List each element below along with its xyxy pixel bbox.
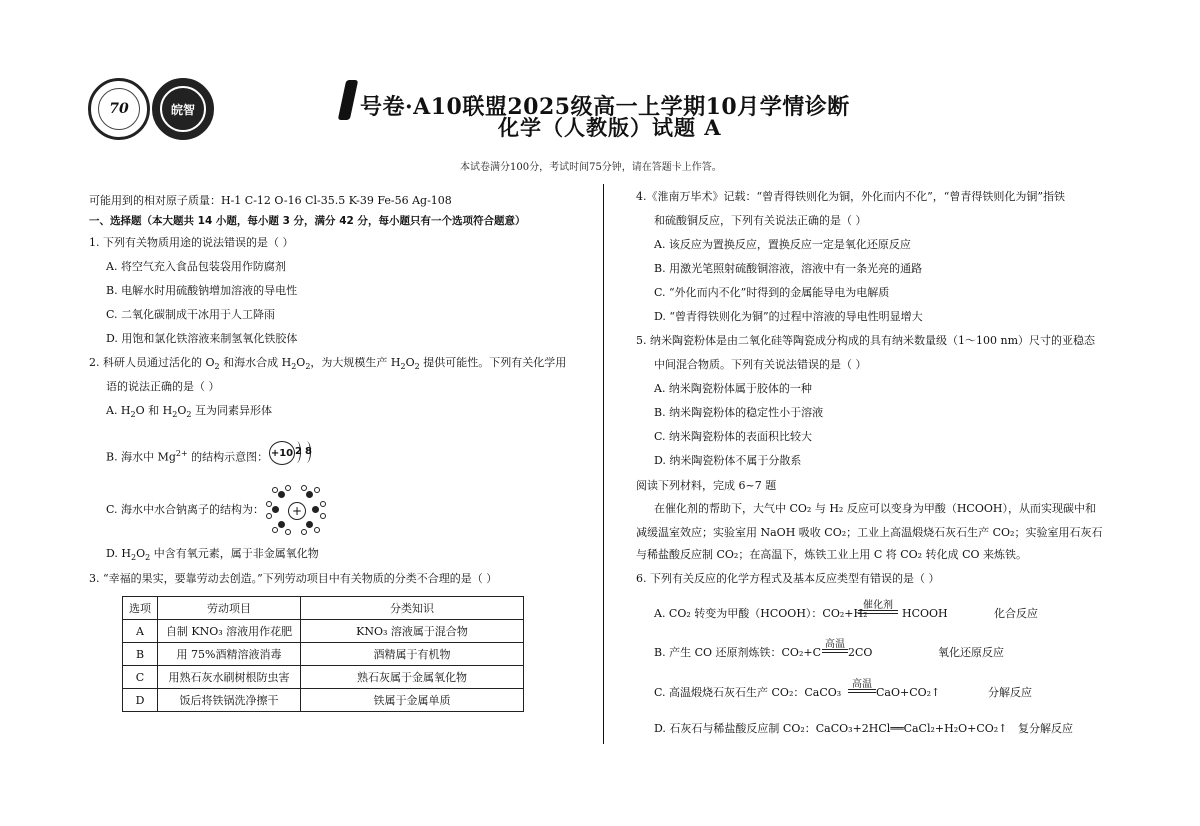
q6-option-b[interactable]: B. 产生 CO 还原剂炼铁：CO₂+C bbox=[654, 646, 821, 659]
hydrogen-atom bbox=[301, 529, 307, 535]
q6-a-product: HCOOH bbox=[902, 607, 948, 620]
exam-title: 号卷·A10联盟2025级高一上学期10月学情诊断 bbox=[360, 94, 850, 120]
q3-table bbox=[122, 596, 524, 712]
q6-option-c[interactable]: C. 高温煅烧石灰石生产 CO₂：CaCO₃ bbox=[654, 686, 842, 699]
q6-b-product: 2CO bbox=[848, 646, 873, 659]
q2-option-d[interactable]: D. $H_2O_2$ 中含有氧元素，属于非金属氧化物 bbox=[106, 547, 319, 563]
table-cell: 自制 KNO₃ 溶液用作花肥 bbox=[158, 620, 301, 643]
hydrogen-atom bbox=[320, 513, 326, 519]
hydrogen-atom bbox=[272, 487, 278, 493]
q4-option-b[interactable]: B. 用激光笔照射硫酸铜溶液，溶液中有一条光亮的通路 bbox=[654, 262, 923, 275]
reaction-arrow bbox=[858, 613, 898, 614]
q2-stem-line2: 语的说法正确的是（ ） bbox=[106, 380, 220, 393]
oxygen-atom bbox=[306, 491, 313, 498]
q6-a-type: 化合反应 bbox=[994, 607, 1038, 620]
table-cell: 熟石灰属于金属氧化物 bbox=[301, 666, 524, 689]
hydrogen-atom bbox=[285, 485, 291, 491]
q6-c-type: 分解反应 bbox=[988, 686, 1032, 699]
hydrogen-atom bbox=[320, 501, 326, 507]
oxygen-atom bbox=[312, 506, 319, 513]
hydrogen-atom bbox=[266, 501, 272, 507]
q4-stem-line2: 和硫酸铜反应，下列有关说法正确的是（ ） bbox=[654, 214, 867, 227]
q6-option-d[interactable]: D. 石灰石与稀盐酸反应制 CO₂：CaCO₃+2HCl══CaCl₂+H₂O+CO₂↑ bbox=[654, 722, 1008, 735]
hydrogen-atom bbox=[314, 527, 320, 533]
q5-stem-line1: 5. 纳米陶瓷粉体是由二氧化硅等陶瓷成分构成的具有纳米数量级（1～100 nm）尺寸的亚稳态 bbox=[636, 334, 1095, 347]
table-cell: KNO₃ 溶液属于混合物 bbox=[301, 620, 524, 643]
q1-option-a[interactable]: A. 将空气充入食品包装袋用作防腐剂 bbox=[106, 260, 286, 273]
reaction-arrow bbox=[848, 689, 876, 690]
reading-paragraph-line2: 减缓温室效应；实验室用 NaOH 吸收 CO₂；工业上高温煅烧石灰石生产 CO₂；实验室用石灰石 bbox=[636, 526, 1103, 539]
hydrated-sodium-ion-diagram bbox=[270, 487, 322, 533]
table-row bbox=[123, 620, 524, 643]
reading-paragraph-line3: 与稀盐酸反应制 CO₂；在高温下，炼铁工业上用 C 将 CO₂ 转化成 CO 来炼铁。 bbox=[636, 548, 1028, 561]
q5-option-c[interactable]: C. 纳米陶瓷粉体的表面积比较大 bbox=[654, 430, 813, 443]
table-cell: 饭后将铁锅洗净擦干 bbox=[158, 689, 301, 712]
mg-nucleus: +10 bbox=[269, 441, 295, 465]
hydrogen-atom bbox=[285, 529, 291, 535]
table-cell: D bbox=[123, 689, 158, 712]
q4-option-a[interactable]: A. 该反应为置换反应，置换反应一定是氧化还原反应 bbox=[654, 238, 911, 251]
table-cell: 酒精属于有机物 bbox=[301, 643, 524, 666]
reaction-arrow bbox=[858, 610, 898, 611]
reading-title: 阅读下列材料，完成 6~7 题 bbox=[636, 479, 777, 492]
shell-1-count: 2 bbox=[295, 446, 302, 457]
table-cell: 铁属于金属单质 bbox=[301, 689, 524, 712]
table-header-row bbox=[123, 597, 524, 620]
table-cell: B bbox=[123, 643, 158, 666]
hydrogen-atom bbox=[314, 487, 320, 493]
reaction-condition: 高温 bbox=[852, 679, 872, 690]
table-header: 劳动项目 bbox=[158, 597, 301, 620]
oxygen-atom bbox=[278, 491, 285, 498]
q2-stem-line1: 2. 科研人员通过活化的 $O_2$ 和海水合成 $H_2O_2$，为大规模生产 $H_2O_2$ 提供可能性。下列有关化学用 bbox=[89, 356, 567, 372]
q5-option-a[interactable]: A. 纳米陶瓷粉体属于胶体的一种 bbox=[654, 382, 812, 395]
reaction-arrow bbox=[822, 649, 848, 650]
logo2-text: 皖智 bbox=[160, 86, 206, 132]
q6-b-type: 氧化还原反应 bbox=[938, 646, 1004, 659]
q6-d-type: 复分解反应 bbox=[1018, 722, 1073, 735]
reading-paragraph-line1: 在催化剂的帮助下，大气中 CO₂ 与 H₂ 反应可以变身为甲酸（HCOOH），从而实现碳中和 bbox=[654, 502, 1096, 515]
q2-option-a[interactable]: A. $H_2O$ 和 $H_2O_2$ 互为同素异形体 bbox=[106, 404, 272, 420]
exam-subtitle: 化学（人教版）试题 A bbox=[498, 115, 722, 140]
q5-option-b[interactable]: B. 纳米陶瓷粉体的稳定性小于溶液 bbox=[654, 406, 824, 419]
q3-stem: 3. “幸福的果实，要靠劳动去创造。”下列劳动项目中有关物质的分类不合理的是（ ） bbox=[89, 572, 498, 585]
school-alliance-logo bbox=[88, 78, 150, 140]
q1-option-d[interactable]: D. 用饱和氯化铁溶液来制氢氧化铁胶体 bbox=[106, 332, 298, 345]
table-row bbox=[123, 666, 524, 689]
reaction-arrow bbox=[822, 652, 848, 653]
hydrogen-atom bbox=[272, 527, 278, 533]
q6-option-a[interactable]: A. CO₂ 转变为甲酸（HCOOH）：CO₂+H₂ bbox=[654, 607, 868, 620]
table-cell: 用 75%酒精溶液消毒 bbox=[158, 643, 301, 666]
wanzhi-education-logo bbox=[152, 78, 214, 140]
table-row bbox=[123, 689, 524, 712]
table-row bbox=[123, 643, 524, 666]
q4-stem-line1: 4.《淮南万毕术》记载：“曾青得铁则化为铜，外化而内不化”，“曾青得铁则化为铜”指铁 bbox=[636, 190, 1065, 203]
sodium-ion: + bbox=[288, 502, 306, 520]
q2-option-c[interactable]: C. 海水中水合钠离子的结构为： bbox=[106, 503, 265, 516]
logo1-text: 70 bbox=[98, 88, 140, 130]
table-cell: A bbox=[123, 620, 158, 643]
q4-option-c[interactable]: C. “外化而内不化”时得到的金属能导电为电解质 bbox=[654, 286, 890, 299]
hydrogen-atom bbox=[266, 513, 272, 519]
atomic-masses: 可能用到的相对原子质量：H-1 C-12 O-16 Cl-35.5 K-39 Fe-56 Ag-108 bbox=[89, 194, 452, 207]
oxygen-atom bbox=[272, 506, 279, 513]
q1-option-b[interactable]: B. 电解水时用硫酸钠增加溶液的导电性 bbox=[106, 284, 298, 297]
q6-stem: 6. 下列有关反应的化学方程式及基本反应类型有错误的是（ ） bbox=[636, 572, 940, 585]
section-heading: 一、选择题（本大题共 14 小题，每小题 3 分，满分 42 分，每小题只有一个选项符合题意） bbox=[89, 215, 526, 227]
table-header: 分类知识 bbox=[301, 597, 524, 620]
q2-option-b[interactable]: B. 海水中 $Mg^{2+}$ 的结构示意图： bbox=[106, 449, 269, 464]
q4-option-d[interactable]: D. “曾青得铁则化为铜”的过程中溶液的导电性明显增大 bbox=[654, 310, 923, 323]
q5-option-d[interactable]: D. 纳米陶瓷粉体不属于分散系 bbox=[654, 454, 802, 467]
oxygen-atom bbox=[306, 521, 313, 528]
table-header: 选项 bbox=[123, 597, 158, 620]
q6-c-product: CaO+CO₂↑ bbox=[876, 686, 941, 699]
oxygen-atom bbox=[278, 521, 285, 528]
reaction-arrow bbox=[848, 692, 876, 693]
table-cell: C bbox=[123, 666, 158, 689]
q1-option-c[interactable]: C. 二氧化碳制成干冰用于人工降雨 bbox=[106, 308, 276, 321]
exam-note: 本试卷满分100分，考试时间75分钟，请在答题卡上作答。 bbox=[460, 162, 722, 173]
reaction-condition: 催化剂 bbox=[863, 600, 893, 611]
hydrogen-atom bbox=[301, 485, 307, 491]
reaction-condition: 高温 bbox=[825, 639, 845, 650]
column-divider bbox=[603, 184, 604, 744]
brand-mark-icon bbox=[338, 80, 359, 120]
shell-2-count: 8 bbox=[305, 446, 312, 457]
table-cell: 用熟石灰水刷树根防虫害 bbox=[158, 666, 301, 689]
q5-stem-line2: 中间混合物质。下列有关说法错误的是（ ） bbox=[654, 358, 867, 371]
q1-stem: 1. 下列有关物质用途的说法错误的是（ ） bbox=[89, 236, 294, 249]
